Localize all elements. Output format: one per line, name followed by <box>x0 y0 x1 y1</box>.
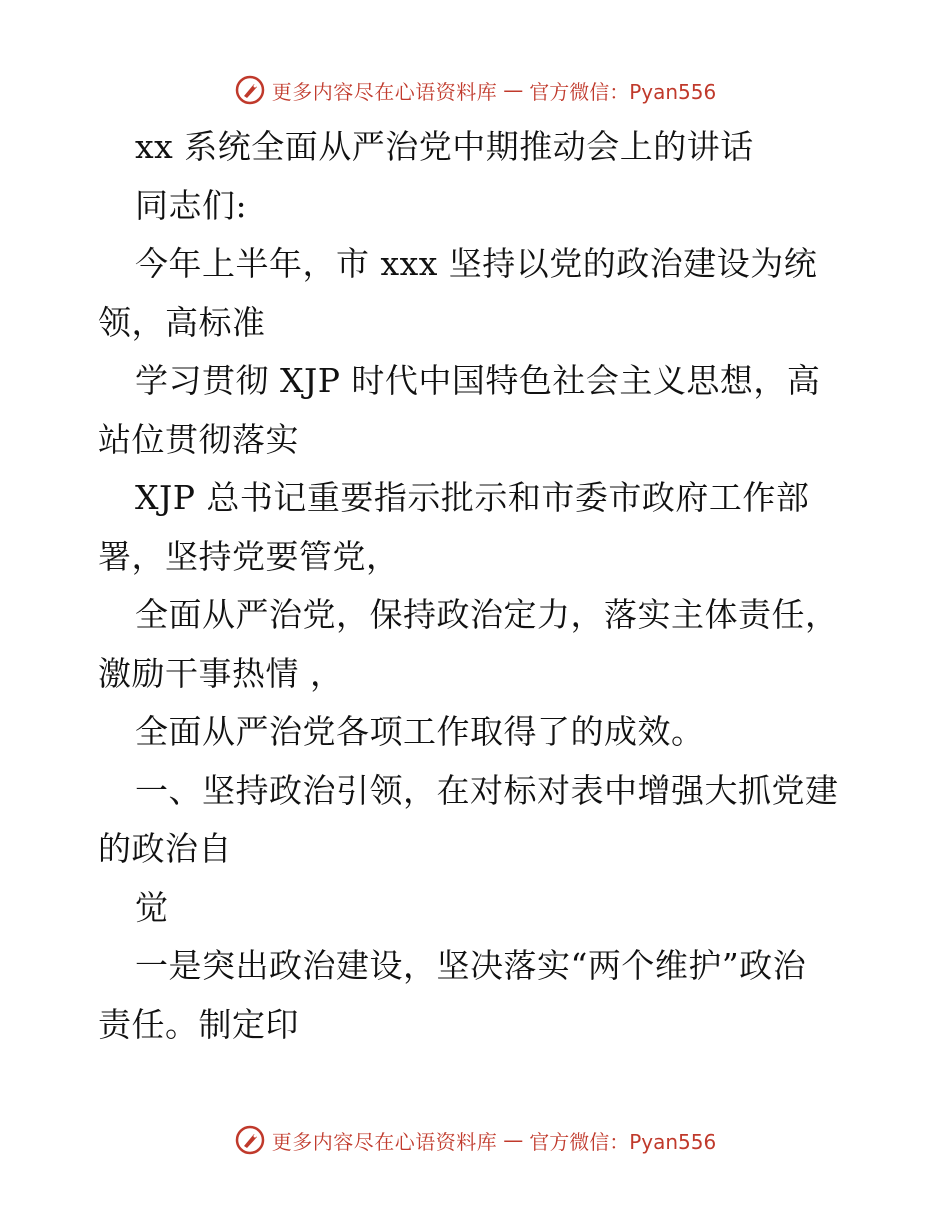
document-line: xx 系统全面从严治党中期推动会上的讲话 <box>135 127 754 166</box>
document-line: 署，坚持党要管党， <box>98 536 400 576</box>
pen-nib-icon <box>234 74 266 106</box>
document-line: 觉 <box>135 887 169 927</box>
document-line: 一、坚持政治引领，在对标对表中增强大抓党建 <box>135 770 839 810</box>
document-line: 学习贯彻 XJP 时代中国特色社会主义思想，高 <box>135 361 821 400</box>
document-line: 全面从严治党各项工作取得了的成效。 <box>135 712 705 751</box>
watermark-site-text: 更多内容尽在心语资料库 <box>271 1129 498 1154</box>
watermark-contact-text: 官方微信：Pyan556 <box>529 79 717 104</box>
document-line: 同志们: <box>135 185 248 225</box>
document-line: 领，高标准 <box>98 302 266 342</box>
document-line: 今年上半年，市 xxx 坚持以党的政治建设为统 <box>135 244 818 283</box>
document-line: XJP 总书记重要指示批示和市委市政府工作部 <box>135 478 810 517</box>
document-line: 站位贯彻落实 <box>98 419 299 459</box>
pen-nib-icon <box>234 1124 266 1156</box>
watermark-separator: — <box>503 78 524 102</box>
watermark-site-text: 更多内容尽在心语资料库 <box>271 79 498 104</box>
document-line: 激励干事热情 ， <box>98 653 344 693</box>
document-line: 全面从严治党，保持政治定力，落实主体责任， <box>135 595 839 634</box>
document-line: 的政治自 <box>98 829 232 868</box>
document-body <box>98 118 858 1054</box>
watermark-contact-text: 官方微信：Pyan556 <box>529 1129 717 1154</box>
document-line: 责任。制定印 <box>98 1004 299 1044</box>
header-watermark <box>0 70 950 110</box>
footer-watermark <box>0 1120 950 1160</box>
watermark-separator: — <box>503 1128 524 1152</box>
document-line: 一是突出政治建设，坚决落实“两个维护”政治 <box>135 946 807 985</box>
